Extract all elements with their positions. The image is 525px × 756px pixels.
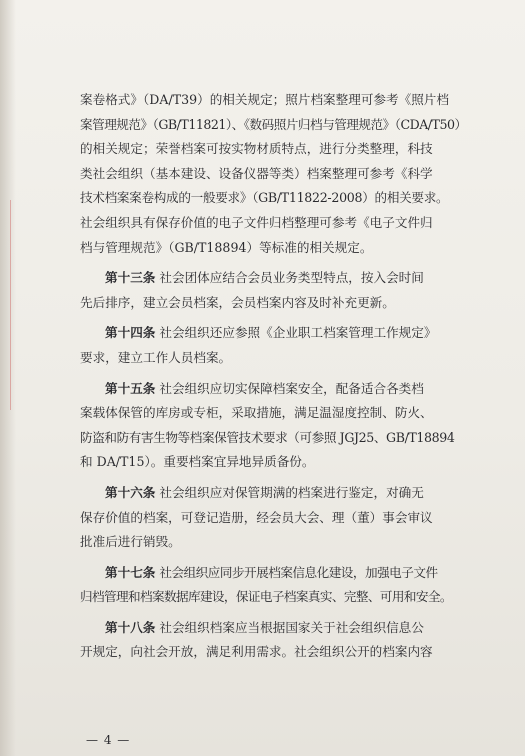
article-13-line <box>80 266 490 291</box>
text-line: 案卷格式》（DA/T39）的相关规定；照片档案整理可参考《照片档 <box>80 92 449 107</box>
article-16-text: 社会组织应对保管期满的档案进行鉴定，对确无 <box>159 484 424 500</box>
article-16-line <box>80 481 490 506</box>
article-15-text: 社会组织应切实保障档案安全，配备适合各类档 <box>159 380 424 396</box>
article-15-line <box>80 377 490 402</box>
text-line: 技术档案案卷构成的一般要求》（GB/T11822-2008）的相关要求。 <box>80 190 449 206</box>
red-margin-mark <box>0 200 11 410</box>
text-line: 先后排序，建立会员档案，会员档案内容及时补充更新。 <box>80 294 395 310</box>
text-line: 要求，建立工作人员档案。 <box>80 349 232 365</box>
article-17-title: 第十七条 <box>105 564 156 580</box>
article-18-text: 社会组织档案应当根据国家关于社会组织信息公 <box>159 619 424 635</box>
article-14-title: 第十四条 <box>105 325 156 341</box>
article-13-text: 社会团体应结合会员业务类型特点，按入会时间 <box>159 270 424 286</box>
article-16-title: 第十六条 <box>105 484 156 500</box>
text-line: 案管理规范》（GB/T11821）、《数码照片归档与管理规范》（CDA/T50） <box>80 116 467 132</box>
article-18-title: 第十八条 <box>105 619 156 635</box>
article-15-title: 第十五条 <box>105 380 156 396</box>
text-line: 的相关规定；荣誉档案可按实物材质特点，进行分类整理，科技 <box>80 141 433 157</box>
article-13-title: 第十三条 <box>105 270 156 286</box>
text-line: 批准后进行销毁。 <box>80 534 181 550</box>
page-number: — 4 — <box>86 733 131 747</box>
text-line: 社会组织具有保存价值的电子文件归档整理可参考《电子文件归 <box>80 214 433 230</box>
text-line: 和 DA/T15）。重要档案宜异地异质备份。 <box>80 454 315 470</box>
document-body <box>80 88 490 665</box>
article-14-text: 社会组织还应参照《企业职工档案管理工作规定》 <box>159 325 437 341</box>
text-line: 类社会组织（基本建设、设备仪器等类）档案整理可参考《科学 <box>80 165 433 181</box>
text-line: 保存价值的档案，可登记造册，经会员大会、理（董）事会审议 <box>80 509 433 525</box>
text-line: 开规定，向社会开放，满足利用需求。社会组织公开的档案内容 <box>80 644 433 660</box>
article-18-line <box>80 616 490 641</box>
text-line: 案载体保管的库房或专柜，采取措施，满足温湿度控制、防火、 <box>80 405 433 421</box>
text-line: 防盗和防有害生物等档案保管技术要求（可参照 JGJ25、GB/T18894 <box>80 429 455 445</box>
text-line: 归档管理和档案数据库建设，保证电子档案真实、完整、可用和安全。 <box>80 589 452 605</box>
article-17-line <box>80 561 490 586</box>
article-17-text: 社会组织应同步开展档案信息化建设，加强电子文件 <box>159 564 438 580</box>
text-line: 档与管理规范》（GB/T18894）等标准的相关规定。 <box>80 239 373 255</box>
article-14-line <box>80 321 490 346</box>
